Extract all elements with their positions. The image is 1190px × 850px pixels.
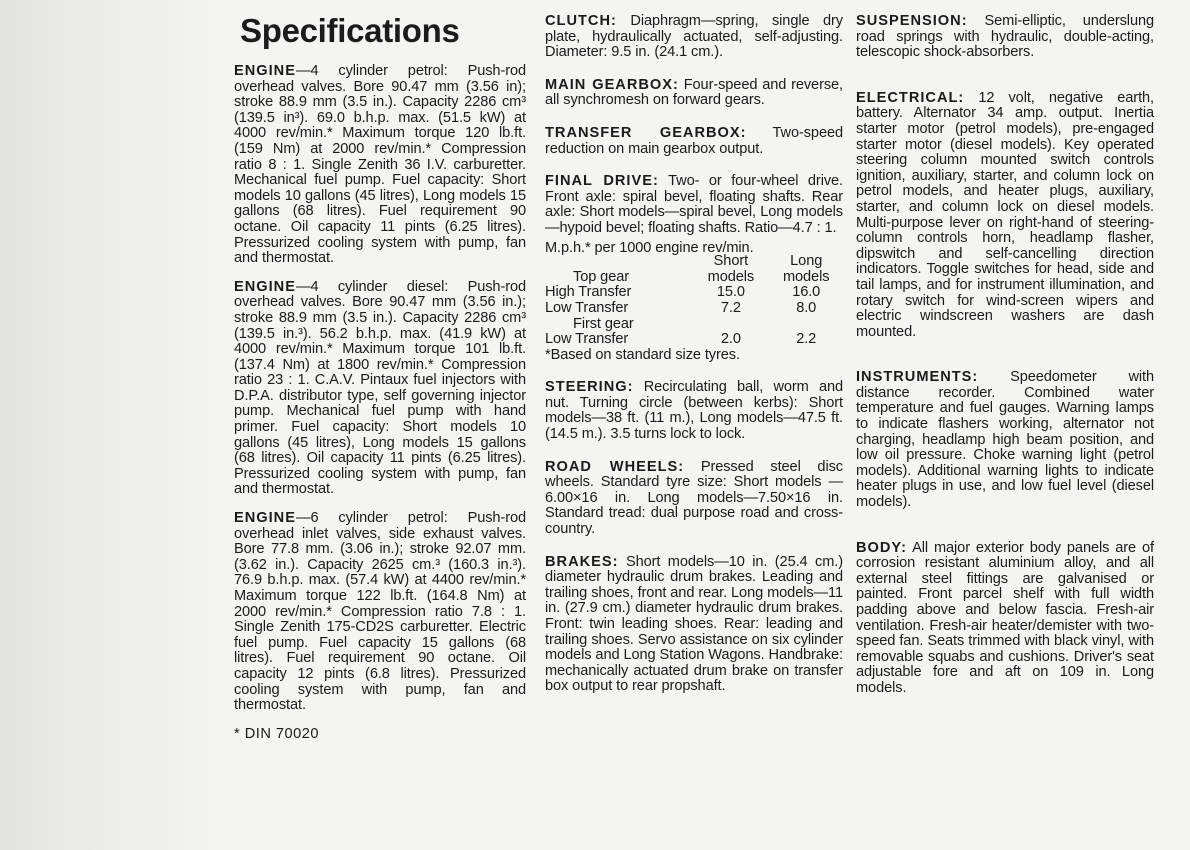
- spec-engine-diesel-4cyl: [234, 280, 526, 498]
- table-header: Long: [790, 253, 823, 270]
- section-text: —4 cylinder petrol: Push-rod overhead valves. Bore 90.47 mm (3.56 in); stroke 88.9 mm (3.5 in.). Capacity 2286 cm³ (139.5 in³). 69.0 b.h.p. max. (51.5 kW) at 4000 rev/min.* Maximum torque 120 lb.ft. (159 Nm) at 2000 rev/min.* Compression ratio 8 : 1. Single Zenith 36 I.V. carburetter. Mechanical fuel pump. Fuel capacity: Short models 10 gallons (45 litres), Long models 15 gallons (68 litres). Fuel requirement 90 octane. Oil capacity 11 pints (6.25 litres). Pressurized cooling system with pump, fan and thermostat.: [234, 63, 526, 267]
- page-title: Specifications: [240, 12, 460, 49]
- spec-engine-petrol-6cyl: [234, 511, 526, 714]
- table-row: [545, 254, 843, 270]
- section-heading: SUSPENSION:: [856, 13, 968, 29]
- table-row: [545, 301, 843, 317]
- table-cell: 8.0: [796, 299, 817, 316]
- spec-instruments: [856, 370, 1154, 510]
- section-heading: MAIN GEARBOX:: [545, 76, 679, 93]
- section-heading: ELECTRICAL:: [856, 89, 965, 106]
- section-text: —6 cylinder petrol: Push-rod overhead inlet valves, side exhaust valves. Bore 77.8 mm. (3.06 in.); stroke 92.07 mm. (3.62 in.). Capacity 2625 cm.³ (160.3 in.³). 76.9 b.h.p. max. (57.4 kW) at 4400 rev/min.* Maximum torque 122 lb.ft. (164.8 Nm) at 2000 rev/min.* Compression ratio 7.8 : 1. Single Zenith 175-CD2S carburetter. Electric fuel pump. Fuel capacity 15 gallons (68 litres). Fuel requirement 90 octane. Oil capacity 12 pints (6.8 litres). Pressurized cooling system with pump, fan and thermostat.: [234, 510, 526, 714]
- section-text: Diaphragm—spring, single dry plate, hydraulically actuated, self-adjusting. Diameter: 9.5 in. (24.1 cm.).: [545, 13, 843, 61]
- section-text: Short models—10 in. (25.4 cm.) diameter hydraulic drum brakes. Leading and trailing shoes, front and rear. Long models—11 in. (27.9 cm.) diameter hydraulic drum brakes. Front: twin leading shoes. Rear: leading and trailing shoes. Servo assistance on six cylinder models and Long Station Wagons. Handbrake: mechanically actuated drum brake on transfer box output to rear propshaft.: [545, 553, 843, 695]
- table-header: models: [782, 268, 830, 285]
- table-cell: 7.2: [720, 299, 741, 316]
- section-heading: ENGINE: [234, 278, 296, 295]
- table-row: [545, 285, 843, 301]
- table-cell: Low Transfer: [545, 331, 629, 348]
- table-cell: 2.2: [796, 331, 817, 348]
- column-middle: [545, 14, 843, 708]
- section-text: Speedometer with distance recorder. Combined water temperature and fuel gauges. Warning lamps to indicate flashers working, alternator not charging, headlamp high beam position, and low oil pressure. Choke warning light (petrol models). Additional warning lights to indicate heater plugs in use, and low fuel level (diesel models).: [856, 369, 1154, 511]
- section-heading: CLUTCH:: [545, 13, 617, 29]
- table-cell: Top gear: [573, 268, 629, 285]
- section-text: Recirculating ball, worm and nut. Turning circle (between kerbs): Short models—38 ft. (11 m.), Long models—47.5 ft. (14.5 m.). 3.5 turns lock to lock.: [545, 379, 843, 443]
- section-text: Two-speed reduction on main gearbox output.: [545, 124, 843, 157]
- spec-body: [856, 541, 1154, 697]
- spec-engine-petrol-4cyl: [234, 64, 526, 267]
- section-heading: INSTRUMENTS:: [856, 369, 979, 386]
- section-text: Two- or four-wheel drive. Front axle: spiral bevel, floating shafts. Rear axle: Short models—spiral bevel, Long models—hypoid bevel; floating shafts. Ratio—4.7 : 1.: [545, 173, 844, 236]
- spec-main-gearbox: [545, 78, 843, 109]
- table-note: *Based on standard size tyres.: [545, 346, 740, 363]
- column-right: [856, 14, 1154, 710]
- section-text: Pressed steel disc wheels. Standard tyre size: Short models —6.00×16 in. Long models—7.50×16 in. Standard tread: dual purpose road and cross-country.: [545, 458, 843, 538]
- spec-steering: [545, 380, 843, 442]
- gear-ratio-table: [545, 254, 843, 348]
- table-cell: High Transfer: [545, 284, 632, 301]
- table-header: models: [707, 268, 755, 285]
- column-left: [234, 12, 526, 755]
- table-header: Short: [713, 253, 749, 270]
- table-cell: 15.0: [716, 284, 745, 301]
- spec-final-drive: [545, 174, 843, 236]
- section-heading: ENGINE: [234, 510, 296, 527]
- table-row: [545, 270, 843, 286]
- section-heading: ENGINE: [234, 63, 296, 79]
- section-text: Four-speed and reverse, all synchromesh on forward gears.: [545, 76, 843, 109]
- section-heading: BRAKES:: [545, 553, 619, 570]
- section-heading: BODY:: [856, 539, 907, 556]
- table-cell: First gear: [573, 315, 634, 332]
- spec-clutch: [545, 14, 843, 61]
- page-margin-shade: [0, 0, 230, 850]
- table-cell: 16.0: [792, 284, 821, 301]
- spec-electrical: [856, 91, 1154, 341]
- section-text: —4 cylinder diesel: Push-rod overhead valves. Bore 90.47 mm (3.56 in.); stroke 88.9 mm (3.5 in.). Capacity 2286 cm³ (139.5 in.³). 56.2 b.h.p. max. (41.9 kW) at 4000 rev/min.* Maximum torque 101 lb.ft. (137.4 Nm) at 1800 rev/min.* Compression ratio 23 : 1. C.A.V. Pintaux fuel injectors with D.P.A. distributor type, self governing injector pump. Mechanical fuel pump with hand primer. Fuel capacity: Short models 10 gallons (45 litres), Long models 15 gallons (68 litres). Oil capacity 11 pints (6.25 litres). Pressurized cooling system with pump, fan and thermostat.: [234, 278, 526, 498]
- section-text: All major exterior body panels are of corrosion resistant aluminium alloy, and all external steel fittings are galvanised or painted. Front parcel shelf with full width padding above and below fascia. Fresh-air ventilation. Fresh-air heater/demister with two-speed fan. Seats trimmed with black vinyl, with removable squabs and cushions. Driver's seat adjustable fore and aft on 109 in. Long models.: [856, 539, 1154, 696]
- spec-transfer-gearbox: [545, 126, 843, 157]
- spec-road-wheels: [545, 460, 843, 538]
- section-text: Semi-elliptic, underslung road springs with hydraulic, double-acting, telescopic shock-absorbers.: [856, 13, 1154, 61]
- footnote: * DIN 70020: [234, 725, 320, 742]
- table-cell: Low Transfer: [545, 299, 629, 316]
- section-heading: ROAD WHEELS:: [545, 458, 685, 475]
- table-row: [545, 317, 843, 333]
- table-cell: [545, 254, 692, 270]
- section-heading: FINAL DRIVE:: [545, 173, 659, 190]
- section-text: 12 volt, negative earth, battery. Alternator 34 amp. output. Inertia starter motor (petrol models), pre-engaged starter motor (diesel models). Key operated steering column mounted switch controls ignition, auxiliary, starter, and column lock on petrol models, and heater plugs, auxiliary, starter, and column lock on diesel models. Multi-purpose lever on right-hand of steering-column controls horn, headlamp flasher, dipswitch and self-cancelling direction indicators. Toggle switches for head, side and tail lamps, and for instrument illumination, and rotary switch for wind-screen wipers and electric windscreen washers are dash mounted.: [856, 89, 1154, 340]
- spec-suspension: [856, 14, 1154, 61]
- table-cell: 2.0: [720, 331, 741, 348]
- section-heading: TRANSFER GEARBOX:: [545, 124, 747, 141]
- spec-brakes: [545, 555, 843, 695]
- section-heading: STEERING:: [545, 379, 634, 396]
- mph-line: M.p.h.* per 1000 engine rev/min.: [545, 239, 754, 256]
- table-row: [545, 332, 843, 348]
